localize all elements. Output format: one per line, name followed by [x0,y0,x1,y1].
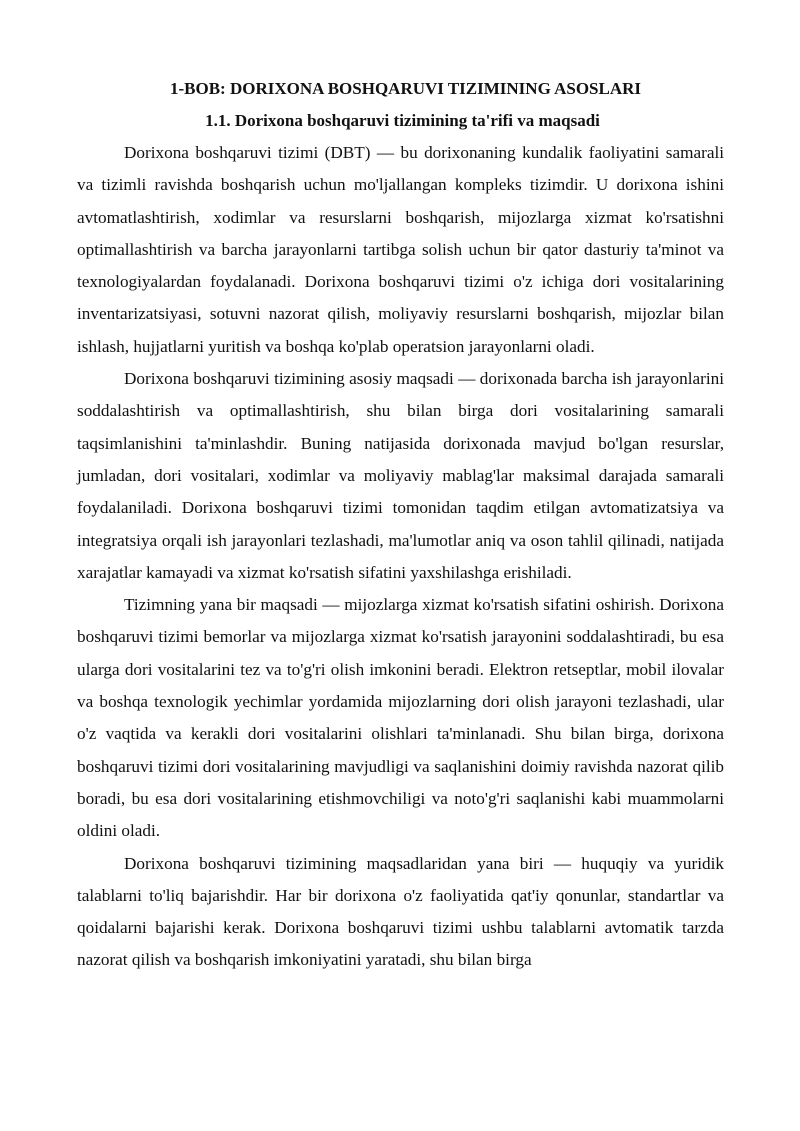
paragraph-definition: Dorixona boshqaruvi tizimi (DBT) — bu dorixonaning kundalik faoliyatini samarali va tizimli ravishda boshqarish uchun mo'ljallangan kompleks tizimdir. U dorixona ishini avtomatlashtirish, xodimlar va resurslarni boshqarish, mijozlarga xizmat ko'rsatishni optimallashtirish va barcha jarayonlarni tartibga solish uchun bir qator dasturiy ta'minot va texnologiyalardan foydalanadi. Dorixona boshqaruvi tizimi o'z ichiga dori vositalarining inventarizatsiyasi, sotuvni nazorat qilish, moliyaviy resurslarni boshqarish, mijozlar bilan ishlash, hujjatlarni yuritish va boshqa ko'plab operatsion jarayonlarni oladi. [77,143,724,356]
chapter-title: 1-BOB: DORIXONA BOSHQARUVI TIZIMINING ASOSLARI [169,79,642,98]
document-body [77,73,724,977]
paragraph-legal-requirements: Dorixona boshqaruvi tizimining maqsadlaridan yana biri — huquqiy va yuridik talablarni to'liq bajarishdir. Har bir dorixona o'z faoliyatida qat'iy qonunlar, standartlar va qoidalarni bajarishi kerak. Dorixona boshqaruvi tizimi ushbu talablarni avtomatik tarzda nazorat qilish va boshqarish imkoniyatini yaratadi, shu bilan birga [77,853,724,970]
paragraph-customer-service: Tizimning yana bir maqsadi — mijozlarga xizmat ko'rsatish sifatini oshirish. Dorixona boshqaruvi tizimi bemorlar va mijozlarga xizmat ko'rsatish jarayonini soddalashtiradi, bu esa ularga dori vositalarini tez va to'g'ri olish imkonini beradi. Elektron retseptlar, mobil ilovalar va boshqa texnologik yechimlar yordamida mijozlarning dori olish jarayoni tezlashadi, ular o'z vaqtida va kerakli dori vositalarini olishlari ta'minlanadi. Shu bilan birga, dorixona boshqaruvi tizimi dori vositalarining mavjudligi va saqlanishini doimiy ravishda nazorat qilib boradi, bu esa dori vositalarining etishmovchiligi va noto'g'ri saqlanishi kabi muammolarni oldini oladi. [77,595,724,841]
section-title: 1.1. Dorixona boshqaruvi tizimining ta'rifi va maqsadi [205,111,600,130]
paragraph-main-goal: Dorixona boshqaruvi tizimining asosiy maqsadi — dorixonada barcha ish jarayonlarini soddalashtirish va optimallashtirish, shu bilan birga dori vositalarining samarali taqsimlanishini ta'minlashdir. Buning natijasida dorixonada mavjud bo'lgan resurslar, jumladan, dori vositalari, xodimlar va moliyaviy mablag'lar maksimal darajada samarali foydalaniladi. Dorixona boshqaruvi tizimi tomonidan taqdim etilgan avtomatizatsiya va integratsiya orqali ish jarayonlari tezlashadi, ma'lumotlar aniq va oson tahlil qilinadi, natijada xarajatlar kamayadi va xizmat ko'rsatish sifatini yaxshilashga erishiladi. [77,369,724,582]
